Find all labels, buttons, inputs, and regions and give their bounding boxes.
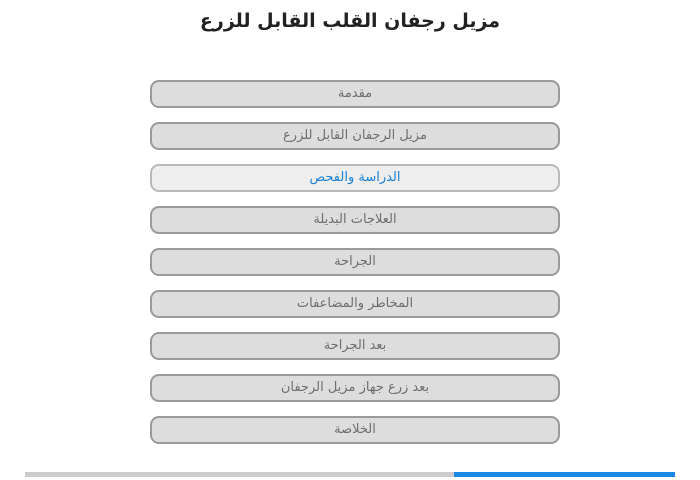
menu-item-implantable-defibrillator[interactable]: مزيل الرجفان القابل للزرع — [150, 122, 560, 150]
menu-item-risks-and-complications[interactable]: المخاطر والمضاعفات — [150, 290, 560, 318]
menu-item-surgery[interactable]: الجراحة — [150, 248, 560, 276]
progress-bar-remaining — [25, 472, 454, 477]
menu-item-introduction[interactable]: مقدمة — [150, 80, 560, 108]
menu-item-after-surgery[interactable]: بعد الجراحة — [150, 332, 560, 360]
chapter-menu — [150, 80, 560, 458]
progress-bar — [25, 472, 675, 477]
menu-item-alternative-treatments[interactable]: العلاجات البديلة — [150, 206, 560, 234]
menu-item-study-and-examination[interactable]: الدراسة والفحص — [150, 164, 560, 192]
menu-item-after-device-implant[interactable]: بعد زرع جهاز مزيل الرجفان — [150, 374, 560, 402]
menu-item-summary[interactable]: الخلاصة — [150, 416, 560, 444]
page-title: مزيل رجفان القلب القابل للزرع — [199, 10, 501, 32]
